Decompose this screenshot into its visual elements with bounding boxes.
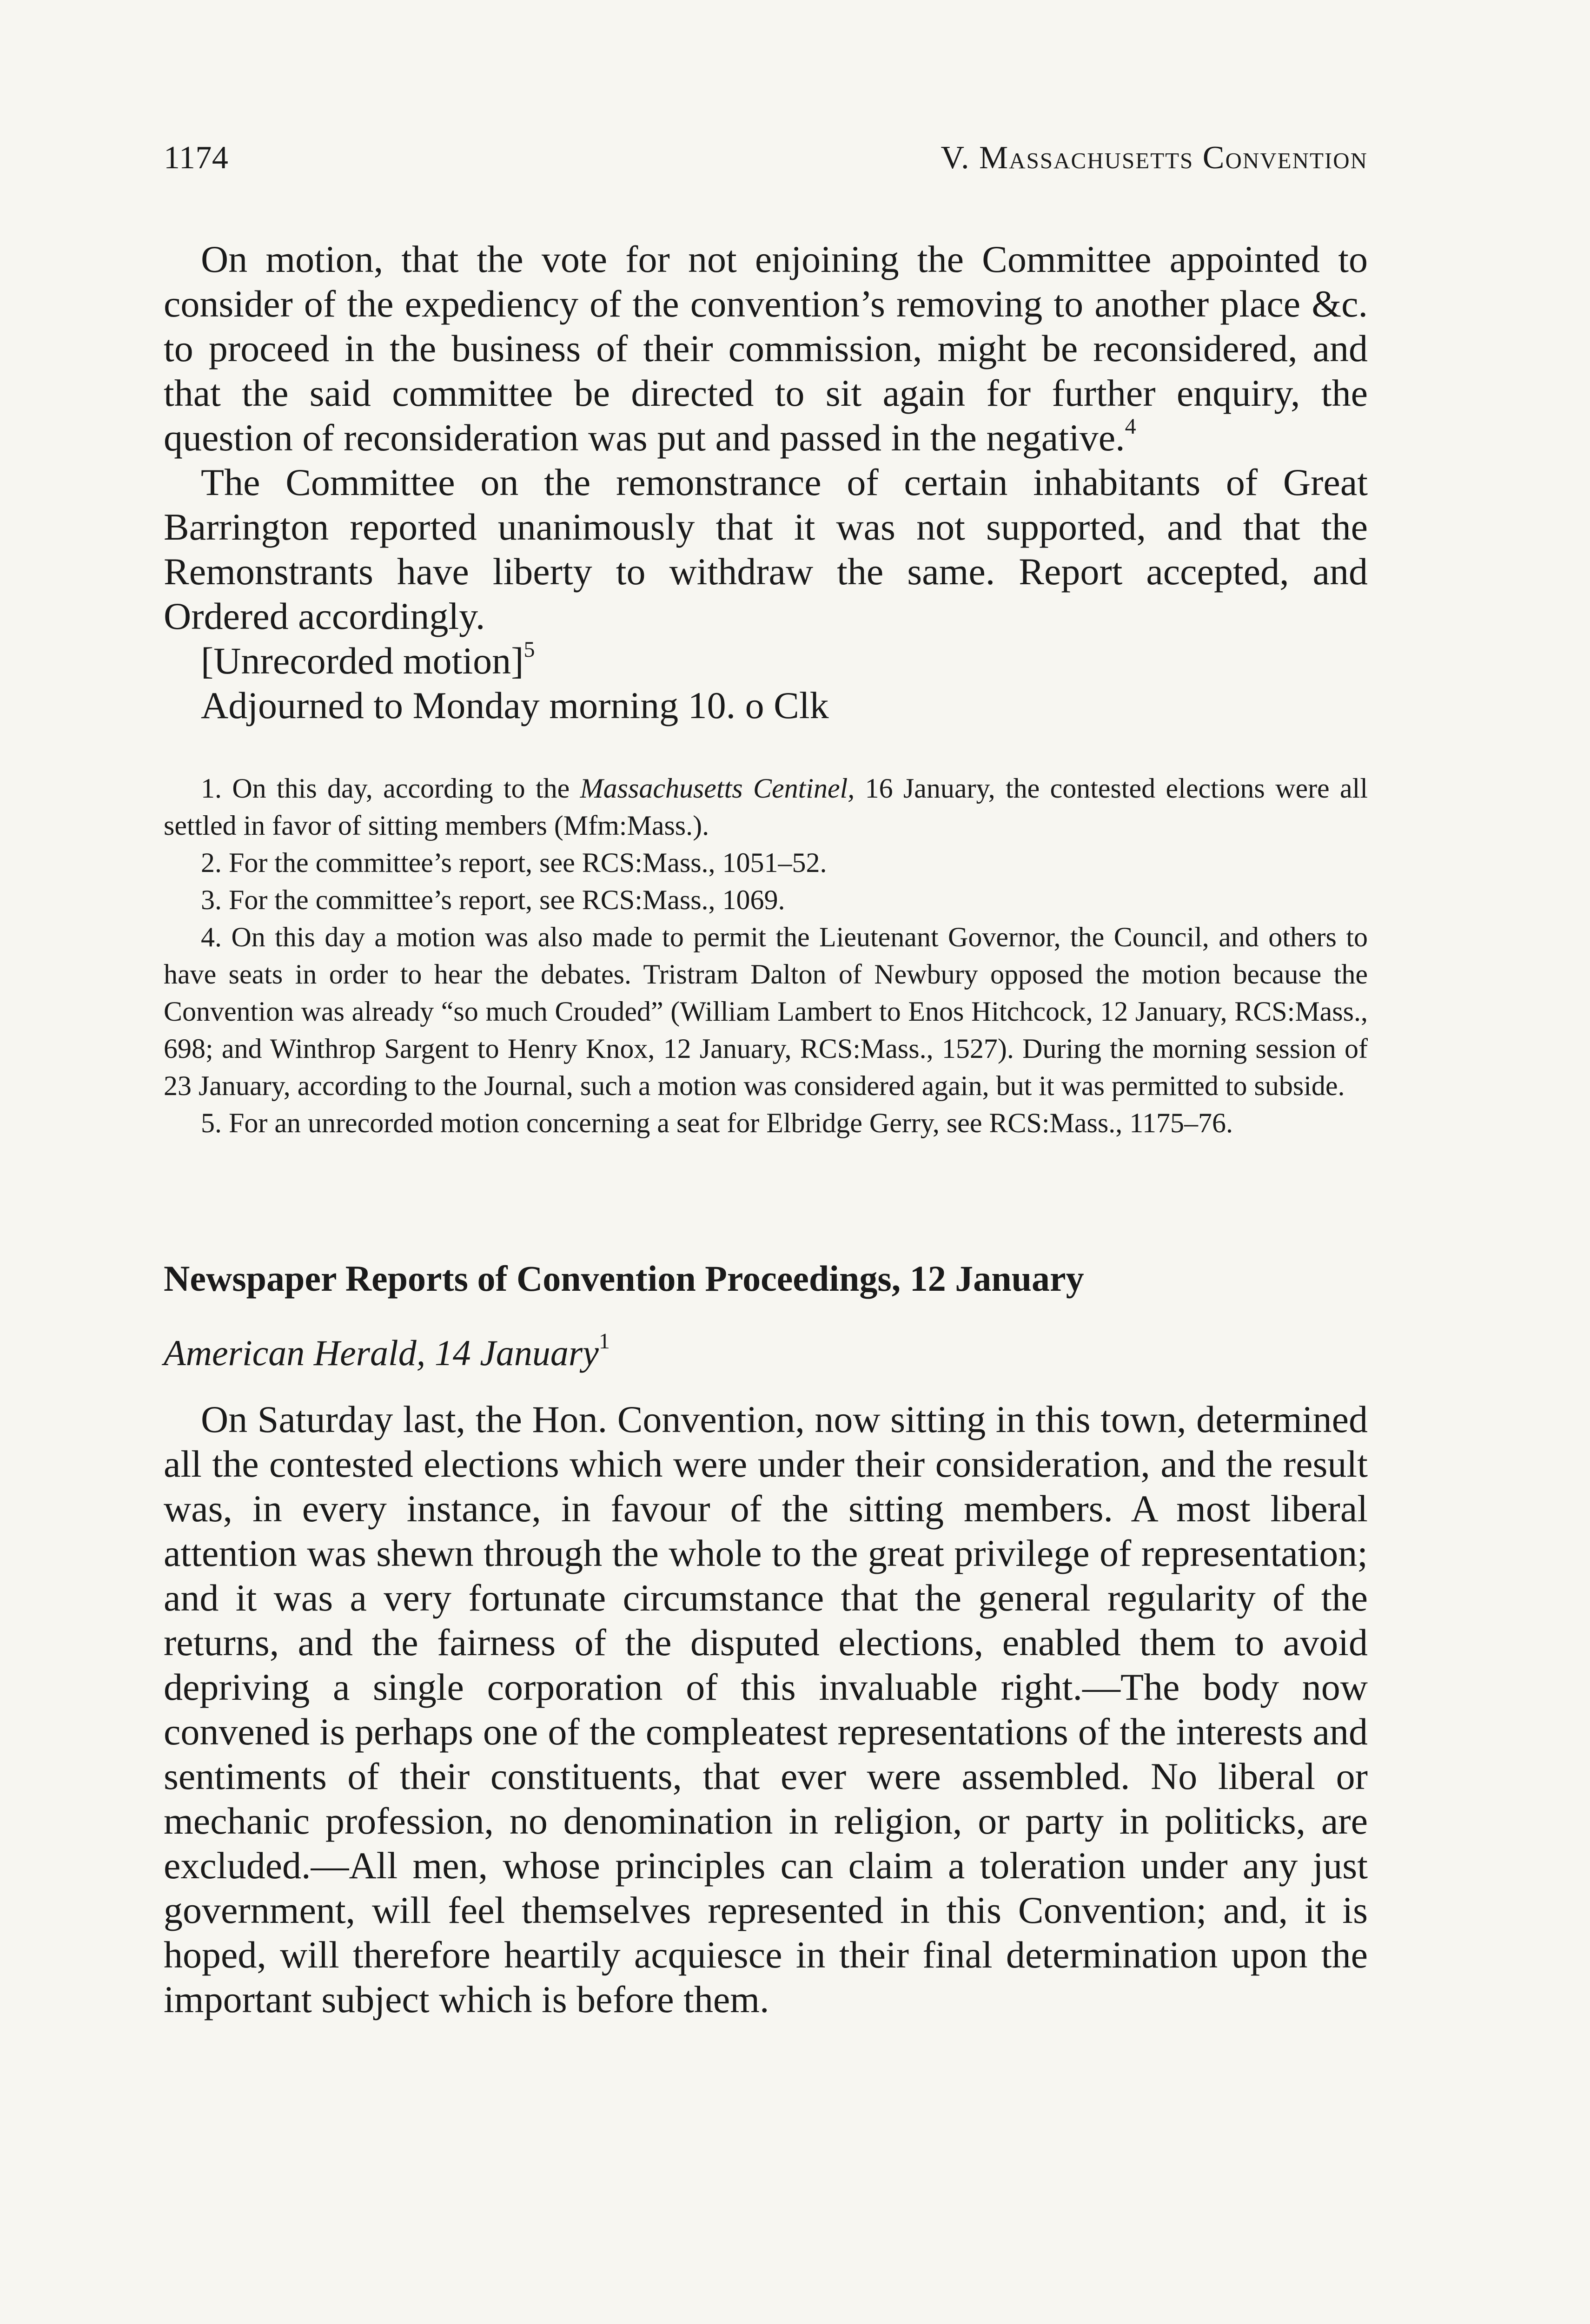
footnotes	[164, 770, 1368, 1142]
source-citation	[164, 1329, 1368, 1374]
paragraph-text: On motion, that the vote for not enjoining the Committee appointed to consider of the expediency of the convention’s removing to another place &c. to proceed in the business of their commission, might be reconsidered, and that the said committee be directed to sit again for further enquiry, the question of reconsideration was put and passed in the negative.	[164, 238, 1368, 459]
footnote-1	[164, 770, 1368, 844]
footnote-4: 4. On this day a motion was also made to permit the Lieutenant Governor, the Council, and others to have seats in order to hear the debates. Tristram Dalton of Newbury opposed the motion because the Convention was already “so much Crouded” (William Lambert to Enos Hitchcock, 12 January, RCS:Mass., 698; and Winthrop Sargent to Henry Knox, 12 January, RCS:Mass., 1527). During the morning session of 23 January, according to the Journal, such a motion was considered again, but it was permitted to subside.	[164, 922, 1368, 1101]
section-paragraph: On Saturday last, the Hon. Convention, now sitting in this town, determined all the contested elections which were under their consideration, and the result was, in every instance, in favour of the sitting members. A most liberal attention was shewn through the whole to the great privilege of representation; and it was a very fortunate circumstance that the general regularity of the returns, and the fairness of the disputed elections, enabled them to avoid depriving a single corporation of this invaluable right.—The body now convened is perhaps one of the compleatest representations of the interests and sentiments of their constituents, that ever were assembled. No liberal or mechanic profession, no denomination in religion, or party in politicks, are excluded.—All men, whose principles can claim a toleration under any just government, will feel themselves represented in this Convention; and, it is hoped, will therefore heartily acquiesce in their final determination upon the important subject which is before them.	[164, 1398, 1368, 2020]
footnote-2: 2. For the committee’s report, see RCS:Mass., 1051–52.	[201, 847, 827, 878]
page-number: 1174	[164, 140, 229, 176]
footnote-1-end: 16 January, the contested elections were all settled in favor of sitting members (Mfm:Mass.).	[164, 773, 1368, 841]
running-head: V. Massachusetts Convention	[941, 140, 1368, 176]
footnote-3: 3. For the committee’s report, see RCS:Mass., 1069.	[201, 885, 785, 915]
source-text: American Herald, 14 January	[164, 1333, 599, 1373]
body-paragraph	[164, 237, 1368, 460]
footnote-1-start: 1. On this day, according to the	[201, 773, 570, 804]
body-paragraph: The Committee on the remonstrance of certain inhabitants of Great Barrington reported unanimously that it was not supported, and that the Remonstrants have liberty to withdraw the same. Report accepted, and Ordered accordingly.	[164, 461, 1368, 637]
footnote-marker: 1	[598, 1329, 610, 1353]
footnote-1-italic: Massachusetts Centinel,	[580, 773, 855, 804]
footnote-marker: 5	[523, 637, 535, 662]
book-page	[164, 139, 1368, 2022]
page-header	[164, 139, 1368, 177]
footnote-5: 5. For an unrecorded motion concerning a seat for Elbridge Gerry, see RCS:Mass., 1175–76.	[201, 1108, 1233, 1138]
section-heading: Newspaper Reports of Convention Proceedings, 12 January	[164, 1258, 1084, 1299]
unrecorded-motion-text: [Unrecorded motion]	[201, 640, 524, 682]
adjournment-line: Adjourned to Monday morning 10. o Clk	[201, 684, 829, 726]
unrecorded-motion-line	[164, 639, 1368, 683]
footnote-marker: 4	[1125, 414, 1136, 439]
